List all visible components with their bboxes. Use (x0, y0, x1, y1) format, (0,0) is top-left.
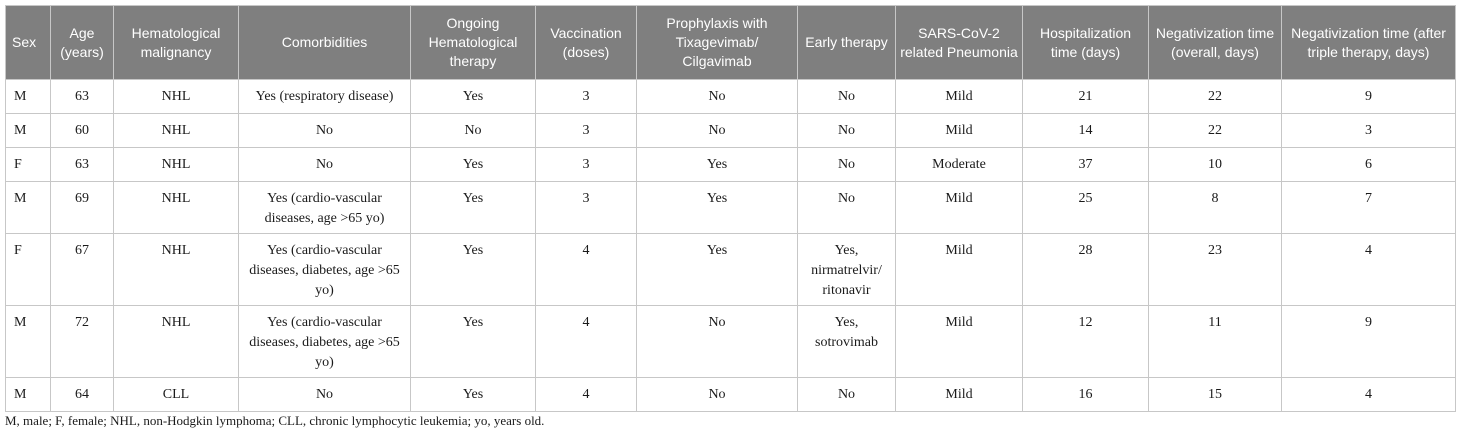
table-cell: F (6, 234, 51, 306)
table-cell: 3 (536, 80, 637, 114)
patient-table (5, 5, 1456, 412)
header-row (6, 6, 1456, 80)
table-cell: 37 (1023, 148, 1149, 182)
table-cell: 63 (51, 80, 114, 114)
table-cell: 63 (51, 148, 114, 182)
table-cell: No (637, 378, 798, 412)
table-cell: No (637, 114, 798, 148)
table-cell: Yes (411, 306, 536, 378)
table-cell: 9 (1282, 306, 1456, 378)
table-cell: No (239, 114, 411, 148)
table-cell: M (6, 182, 51, 234)
table-cell: 72 (51, 306, 114, 378)
table-cell: 4 (1282, 234, 1456, 306)
table-cell: Yes (411, 148, 536, 182)
table-cell: 12 (1023, 306, 1149, 378)
table-row (6, 306, 1456, 378)
table-cell: NHL (114, 306, 239, 378)
column-header: Ongoing Hematological therapy (411, 6, 536, 80)
table-cell: Yes (637, 234, 798, 306)
table-cell: Yes (637, 182, 798, 234)
table-cell: 60 (51, 114, 114, 148)
table-cell: Mild (896, 234, 1023, 306)
table-cell: 3 (536, 114, 637, 148)
table-cell: 8 (1149, 182, 1282, 234)
table-cell: 10 (1149, 148, 1282, 182)
table-cell: 4 (536, 306, 637, 378)
table-cell: Mild (896, 80, 1023, 114)
table-cell: 7 (1282, 182, 1456, 234)
table-cell: Yes (411, 80, 536, 114)
table-cell: 9 (1282, 80, 1456, 114)
table-cell: Yes (411, 182, 536, 234)
column-header: Comorbidities (239, 6, 411, 80)
table-cell: No (239, 148, 411, 182)
table-row (6, 148, 1456, 182)
table-cell: M (6, 306, 51, 378)
table-cell: No (411, 114, 536, 148)
table-cell: 3 (536, 182, 637, 234)
column-header: Hematological malignancy (114, 6, 239, 80)
table-cell: M (6, 378, 51, 412)
table-cell: Mild (896, 182, 1023, 234)
table-cell: No (637, 306, 798, 378)
table-cell: NHL (114, 182, 239, 234)
table-cell: No (798, 80, 896, 114)
table-cell: Mild (896, 306, 1023, 378)
table-cell: NHL (114, 114, 239, 148)
table-cell: 69 (51, 182, 114, 234)
column-header: Negativization time (overall, days) (1149, 6, 1282, 80)
column-header: SARS-CoV-2 related Pneumonia (896, 6, 1023, 80)
table-cell: 22 (1149, 80, 1282, 114)
table-cell: Yes (cardio-vascular diseases, diabetes, age >65 yo) (239, 306, 411, 378)
table-cell: 15 (1149, 378, 1282, 412)
column-header: Age (years) (51, 6, 114, 80)
table-cell: No (637, 80, 798, 114)
column-header: Prophylaxis with Tixagevimab/ Cilgavimab (637, 6, 798, 80)
table-cell: Yes (cardio-vascular diseases, age >65 yo) (239, 182, 411, 234)
table-row (6, 378, 1456, 412)
table-cell: Yes, sotrovimab (798, 306, 896, 378)
table-row (6, 234, 1456, 306)
table-cell: Yes (respiratory disease) (239, 80, 411, 114)
table-cell: M (6, 114, 51, 148)
table-cell: 4 (536, 234, 637, 306)
table-cell: Yes, nirmatrelvir/ ritonavir (798, 234, 896, 306)
table-cell: 21 (1023, 80, 1149, 114)
table-cell: 4 (536, 378, 637, 412)
table-cell: F (6, 148, 51, 182)
table-cell: 23 (1149, 234, 1282, 306)
table-cell: No (239, 378, 411, 412)
table-cell: NHL (114, 234, 239, 306)
table-cell: Yes (411, 378, 536, 412)
table-cell: Yes (637, 148, 798, 182)
table-cell: 11 (1149, 306, 1282, 378)
table-cell: 3 (1282, 114, 1456, 148)
column-header: Hospitalization time (days) (1023, 6, 1149, 80)
table-cell: No (798, 182, 896, 234)
table-cell: 16 (1023, 378, 1149, 412)
table-footnote: M, male; F, female; NHL, non-Hodgkin lymphoma; CLL, chronic lymphocytic leukemia; yo, years old. (5, 413, 545, 428)
table-cell: 25 (1023, 182, 1149, 234)
table-cell: Mild (896, 114, 1023, 148)
table-cell: 4 (1282, 378, 1456, 412)
column-header: Early therapy (798, 6, 896, 80)
table-cell: Moderate (896, 148, 1023, 182)
table-cell: NHL (114, 148, 239, 182)
table-cell: 22 (1149, 114, 1282, 148)
column-header: Vaccination (doses) (536, 6, 637, 80)
table-cell: Yes (cardio-vascular diseases, diabetes, age >65 yo) (239, 234, 411, 306)
table-cell: 64 (51, 378, 114, 412)
table-cell: No (798, 148, 896, 182)
table-cell: 14 (1023, 114, 1149, 148)
column-header: Sex (6, 6, 51, 80)
table-cell: No (798, 378, 896, 412)
table-cell: 3 (536, 148, 637, 182)
table-cell: M (6, 80, 51, 114)
table-cell: NHL (114, 80, 239, 114)
table-row (6, 182, 1456, 234)
table-cell: Yes (411, 234, 536, 306)
table-cell: Mild (896, 378, 1023, 412)
table-cell: CLL (114, 378, 239, 412)
table-cell: No (798, 114, 896, 148)
table-row (6, 80, 1456, 114)
table-cell: 28 (1023, 234, 1149, 306)
table-body (6, 80, 1456, 412)
table-cell: 6 (1282, 148, 1456, 182)
table-row (6, 114, 1456, 148)
column-header: Negativization time (after triple therapy, days) (1282, 6, 1456, 80)
table-cell: 67 (51, 234, 114, 306)
